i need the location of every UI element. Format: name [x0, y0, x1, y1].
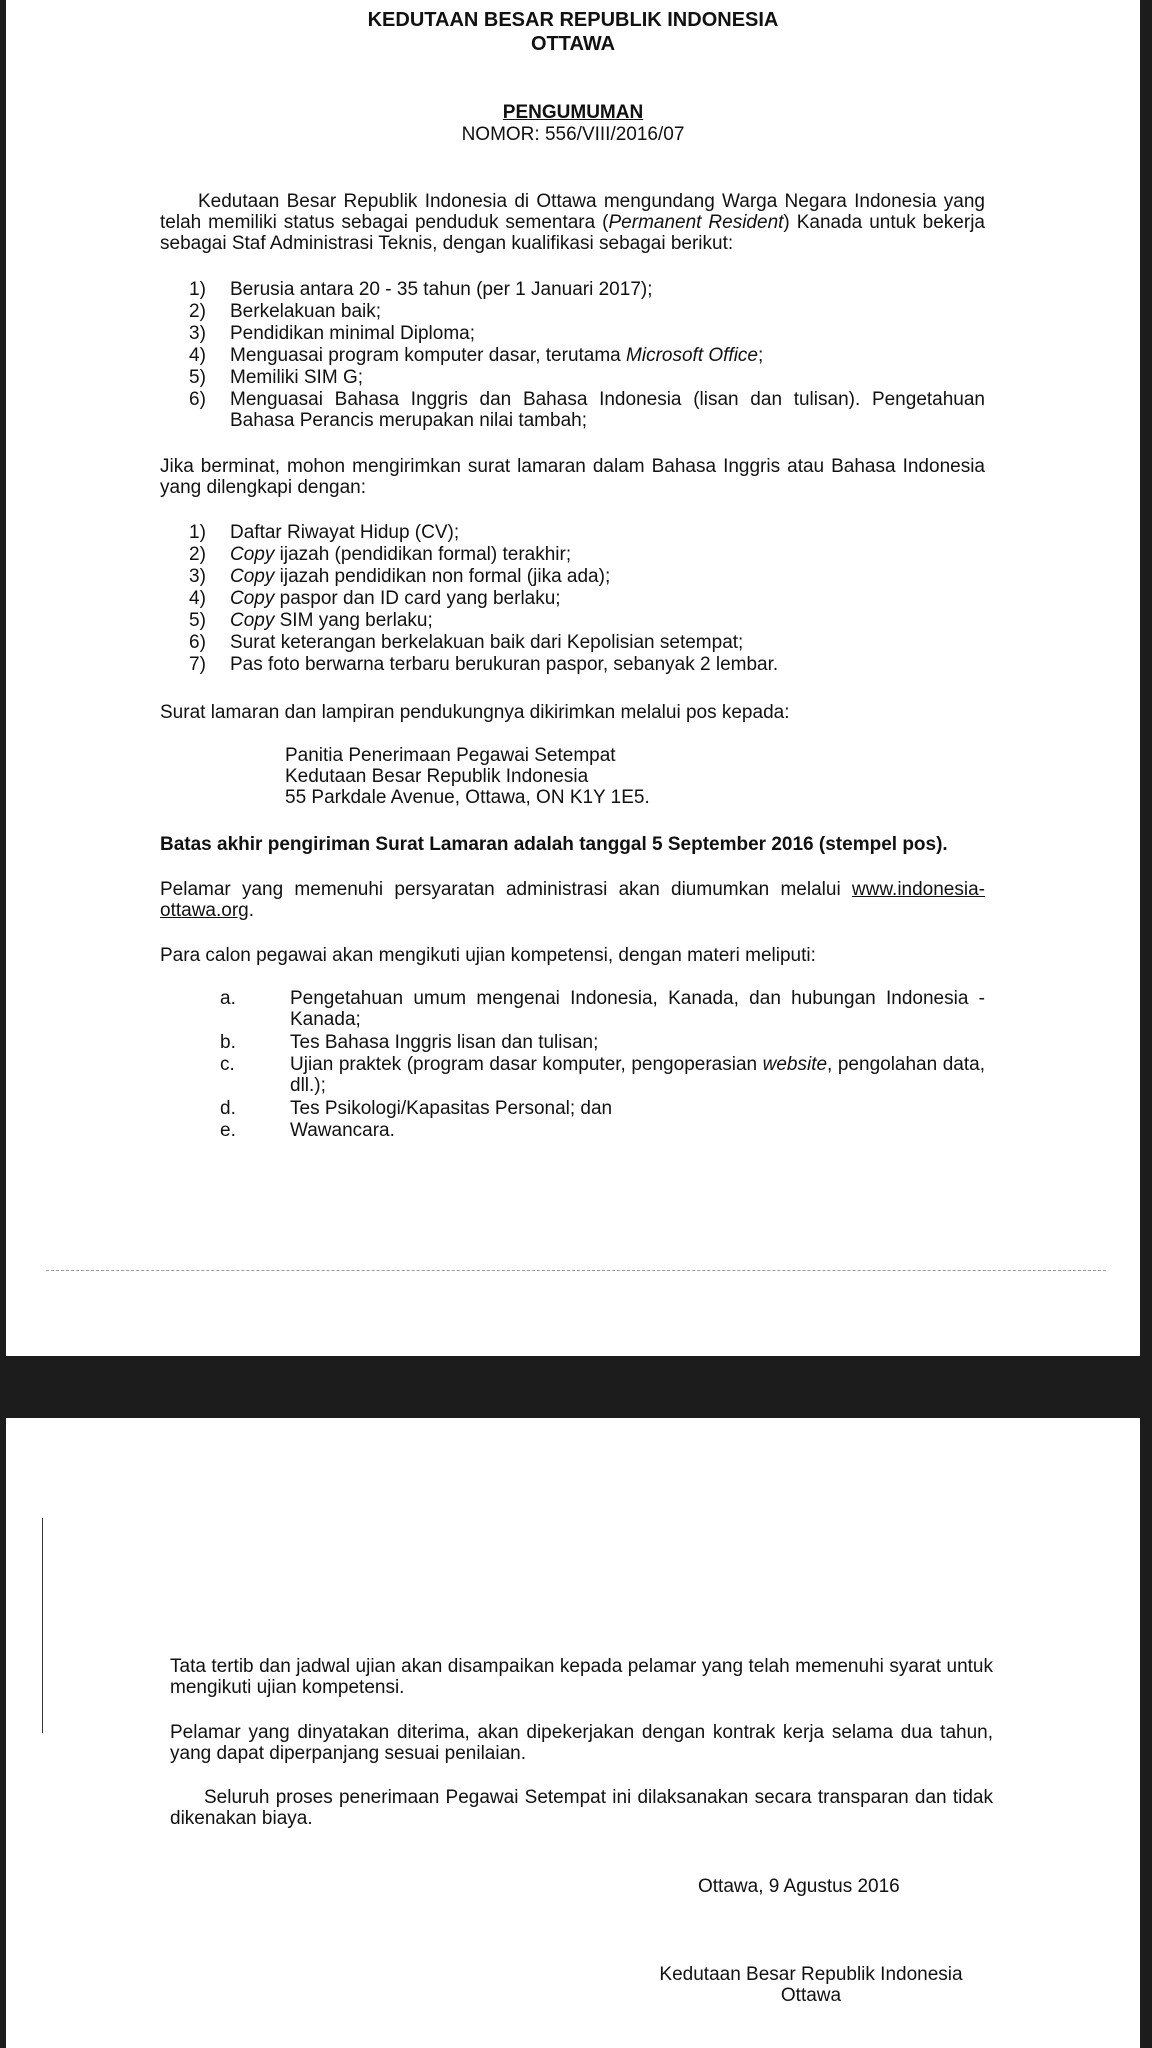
list-item: 3) Pendidikan minimal Diploma;: [189, 323, 475, 344]
signature-org: Kedutaan Besar Republik Indonesia: [659, 1964, 963, 1985]
address-line: 55 Parkdale Avenue, Ottawa, ON K1Y 1E5.: [285, 787, 650, 808]
list-item: 5) Copy SIM yang berlaku;: [189, 610, 433, 631]
page-fold-line: [46, 1270, 1106, 1271]
permanent-resident-term: Permanent Resident: [608, 212, 784, 233]
signature-block: [636, 1964, 986, 2006]
address-line: Kedutaan Besar Republik Indonesia: [285, 766, 589, 787]
announcement-paragraph: Pelamar yang memenuhi persyaratan administrasi akan diumumkan melalui www.indonesia-ottawa.org.: [160, 879, 985, 921]
list-item: 3) Copy ijazah pendidikan non formal (jika ada);: [189, 566, 611, 587]
address-line: Panitia Penerimaan Pegawai Setempat: [285, 745, 616, 766]
exam-rules-paragraph: Tata tertib dan jadwal ujian akan disampaikan kepada pelamar yang telah memenuhi syarat untuk mengikuti ujian kompetensi.: [170, 1656, 993, 1698]
announcement-title-block: [6, 102, 1140, 146]
list-item: 2) Copy ijazah (pendidikan formal) terakhir;: [189, 544, 572, 565]
exam-intro: Para calon pegawai akan mengikuti ujian kompetensi, dengan materi meliputi:: [160, 945, 816, 966]
list-item: 1) Daftar Riwayat Hidup (CV);: [189, 522, 460, 543]
transparency-paragraph: Seluruh proses penerimaan Pegawai Setempat ini dilaksanakan secara transparan dan tidak dikenakan biaya.: [170, 1787, 993, 1829]
list-item: 2) Berkelakuan baik;: [189, 301, 382, 322]
signature-city: Ottawa: [780, 1985, 842, 2006]
document-page-2: [6, 1418, 1140, 2048]
list-item: 6) Menguasai Bahasa Inggris dan Bahasa Indonesia (lisan dan tulisan). Pengetahuan Bahasa Perancis merupakan nilai tambah;: [189, 389, 985, 431]
list-item: 7) Pas foto berwarna terbaru berukuran paspor, sebanyak 2 lembar.: [189, 654, 779, 675]
contract-paragraph: Pelamar yang dinyatakan diterima, akan dipekerjakan dengan kontrak kerja selama dua tahun, yang dapat diperpanjang sesuai penilaian.: [170, 1722, 993, 1764]
list-item: 4) Copy paspor dan ID card yang berlaku;: [189, 588, 561, 609]
announcement-number: NOMOR: 556/VIII/2016/07: [461, 124, 685, 145]
signature-date: Ottawa, 9 Agustus 2016: [698, 1876, 900, 1897]
list-item: d. Tes Psikologi/Kapasitas Personal; dan: [220, 1098, 613, 1119]
apply-intro: Jika berminat, mohon mengirimkan surat lamaran dalam Bahasa Inggris atau Bahasa Indonesia yang dilengkapi dengan:: [160, 456, 985, 498]
announcement-title: PENGUMUMAN: [502, 102, 644, 123]
list-item: c. Ujian praktek (program dasar komputer, pengoperasian website, pengolahan data, dll.);: [220, 1054, 985, 1096]
list-item: 5) Memiliki SIM G;: [189, 367, 363, 388]
org-name: KEDUTAAN BESAR REPUBLIK INDONESIA: [367, 9, 779, 31]
list-item: 4) Menguasai program komputer dasar, terutama Microsoft Office;: [189, 345, 764, 366]
list-item: a. Pengetahuan umum mengenai Indonesia, Kanada, dan hubungan Indonesia - Kanada;: [220, 988, 985, 1030]
mailing-address: [285, 745, 885, 808]
intro-paragraph: Kedutaan Besar Republik Indonesia di Ottawa mengundang Warga Negara Indonesia yang telah memiliki status sebagai penduduk sementara (Permanent Resident) Kanada untuk bekerja sebagai Staf Administrasi Teknis, dengan kualifikasi sebagai berikut:: [160, 191, 985, 254]
list-item: 1) Berusia antara 20 - 35 tahun (per 1 Januari 2017);: [189, 279, 653, 300]
mail-intro: Surat lamaran dan lampiran pendukungnya dikirimkan melalui pos kepada:: [160, 702, 790, 723]
list-item: b. Tes Bahasa Inggris lisan dan tulisan;: [220, 1032, 599, 1053]
embassy-heading: [6, 8, 1140, 56]
website-link-cont[interactable]: ottawa.org: [160, 900, 249, 921]
margin-line: [42, 1518, 43, 1733]
list-item: e. Wawancara.: [220, 1120, 395, 1141]
website-link[interactable]: www.indonesia-: [851, 879, 985, 900]
document-page-1: [6, 0, 1140, 1356]
deadline-notice: Batas akhir pengiriman Surat Lamaran adalah tanggal 5 September 2016 (stempel pos).: [160, 834, 948, 855]
city-name: OTTAWA: [530, 33, 616, 55]
list-item: 6) Surat keterangan berkelakuan baik dari Kepolisian setempat;: [189, 632, 744, 653]
